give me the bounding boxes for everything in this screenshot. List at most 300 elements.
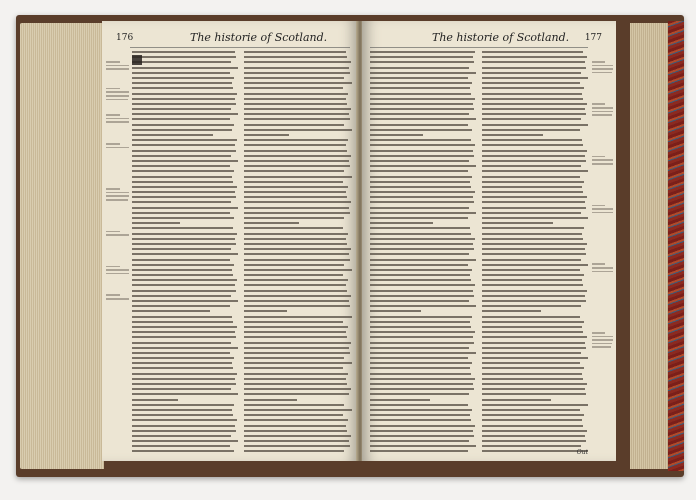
text-line [370, 150, 473, 152]
text-line [370, 409, 472, 411]
text-line [482, 357, 588, 359]
marbled-edge [668, 21, 684, 471]
text-line [370, 56, 473, 58]
text-line [482, 212, 581, 214]
text-line [132, 186, 237, 188]
text-line [482, 295, 585, 297]
text-line [482, 87, 584, 89]
text-line [244, 269, 352, 271]
text-line [244, 222, 299, 224]
margin-note [106, 88, 130, 100]
text-line [482, 155, 585, 157]
text-line [244, 450, 344, 452]
text-line [244, 93, 348, 95]
text-line [132, 113, 238, 115]
text-line [482, 305, 581, 307]
text-line [482, 82, 580, 84]
left-running-head: The historie of Scotland. [190, 31, 328, 44]
text-line [370, 129, 472, 131]
text-line [482, 191, 583, 193]
text-line [482, 300, 586, 302]
text-line [244, 139, 348, 141]
text-line [482, 269, 580, 271]
text-line [370, 357, 468, 359]
text-line [132, 108, 231, 110]
catchword: Out [576, 449, 588, 456]
text-line [482, 279, 582, 281]
text-line [370, 124, 468, 126]
right-margin-notes [592, 61, 614, 358]
text-line [244, 212, 350, 214]
margin-note [106, 114, 130, 123]
text-line [244, 409, 352, 411]
text-line [132, 367, 233, 369]
margin-note [592, 156, 614, 165]
text-line [244, 445, 350, 447]
margin-note [592, 205, 614, 214]
text-line [132, 253, 238, 255]
text-line [244, 300, 349, 302]
text-line [132, 393, 238, 395]
text-line [132, 362, 232, 364]
text-line [244, 290, 347, 292]
text-line [132, 300, 238, 302]
text-line [482, 72, 581, 74]
text-line [482, 201, 585, 203]
text-line [370, 316, 472, 318]
text-line [482, 253, 586, 255]
text-line [482, 222, 553, 224]
text-line [482, 259, 581, 261]
text-line [132, 82, 232, 84]
text-line [370, 367, 470, 369]
text-line [482, 362, 580, 364]
text-line [244, 77, 344, 79]
text-line [482, 445, 581, 447]
text-line [370, 399, 430, 401]
text-line [370, 165, 476, 167]
left-page [102, 21, 358, 461]
text-line [244, 295, 351, 297]
text-line [370, 77, 468, 79]
text-line [132, 134, 213, 136]
text-line [370, 222, 433, 224]
text-line [370, 155, 474, 157]
text-line [370, 279, 471, 281]
text-line [482, 165, 581, 167]
text-line [370, 87, 470, 89]
text-line [482, 170, 588, 172]
text-line [132, 160, 238, 162]
text-line [370, 290, 473, 292]
text-line [370, 305, 476, 307]
text-line [132, 129, 232, 131]
text-line [482, 347, 586, 349]
margin-note [106, 294, 130, 299]
text-line [482, 342, 585, 344]
text-line [244, 425, 346, 427]
text-line [244, 186, 348, 188]
text-line [132, 331, 235, 333]
text-line [132, 248, 231, 250]
text-line [132, 290, 236, 292]
text-line [482, 290, 587, 292]
text-line [370, 201, 474, 203]
text-line [370, 347, 469, 349]
text-line [132, 284, 235, 286]
text-line [370, 430, 473, 432]
text-line [482, 243, 587, 245]
right-running-head: The historie of Scotland. [432, 31, 570, 44]
text-line [482, 124, 588, 126]
text-line [132, 191, 235, 193]
text-line [370, 435, 474, 437]
text-line [132, 222, 180, 224]
left-column-1 [132, 51, 238, 456]
text-line [244, 284, 346, 286]
text-line [244, 98, 346, 100]
text-line [482, 150, 587, 152]
text-line [244, 134, 289, 136]
text-line [482, 419, 582, 421]
text-line [244, 367, 343, 369]
margin-note [592, 61, 614, 73]
text-line [244, 331, 346, 333]
text-line [244, 274, 343, 276]
text-line [132, 445, 230, 447]
text-line [132, 388, 231, 390]
text-line [244, 404, 344, 406]
text-line [370, 352, 476, 354]
text-line [132, 176, 232, 178]
text-line [482, 139, 582, 141]
text-line [370, 170, 468, 172]
text-line [244, 67, 349, 69]
text-line [370, 248, 474, 250]
text-line [370, 72, 476, 74]
text-line [244, 108, 351, 110]
text-line [132, 425, 235, 427]
text-line [370, 331, 475, 333]
right-head-rule [370, 47, 588, 48]
text-line [132, 51, 235, 53]
text-line [244, 233, 348, 235]
text-line [370, 113, 469, 115]
text-line [482, 176, 580, 178]
text-line [482, 414, 584, 416]
text-line [132, 155, 231, 157]
text-line [244, 61, 351, 63]
text-line [132, 414, 233, 416]
text-line [132, 378, 235, 380]
text-line [370, 362, 472, 364]
text-line [132, 357, 234, 359]
text-line [482, 186, 582, 188]
text-line [132, 305, 230, 307]
decorated-initial [132, 55, 142, 65]
text-line [244, 279, 348, 281]
text-line [482, 326, 582, 328]
text-line [132, 440, 238, 442]
text-line [482, 430, 587, 432]
text-line [370, 388, 474, 390]
text-line [370, 450, 468, 452]
text-line [370, 176, 472, 178]
text-line [244, 253, 349, 255]
text-line [244, 165, 350, 167]
text-line [244, 118, 350, 120]
text-line [482, 450, 588, 452]
text-line [482, 388, 585, 390]
text-line [244, 362, 352, 364]
text-line [370, 393, 469, 395]
text-line [244, 217, 344, 219]
text-line [370, 378, 475, 380]
margin-note [106, 266, 130, 275]
right-column-1 [370, 51, 476, 456]
text-line [482, 248, 585, 250]
text-line [132, 56, 236, 58]
text-line [132, 103, 236, 105]
text-line [132, 274, 233, 276]
text-line [132, 87, 233, 89]
text-line [482, 56, 587, 58]
text-line [244, 238, 346, 240]
text-line [132, 196, 236, 198]
text-line [244, 419, 348, 421]
text-line [370, 238, 475, 240]
text-line [370, 61, 474, 63]
text-line [132, 201, 231, 203]
text-line [244, 155, 351, 157]
text-line [132, 269, 232, 271]
text-line [482, 113, 586, 115]
text-line [132, 212, 230, 214]
text-line [244, 124, 344, 126]
text-line [370, 284, 475, 286]
text-line [370, 269, 472, 271]
text-line [482, 409, 580, 411]
text-line [244, 160, 349, 162]
text-line [132, 279, 237, 281]
text-line [482, 207, 586, 209]
text-line [370, 274, 470, 276]
text-line [482, 336, 587, 338]
text-line [244, 264, 344, 266]
text-line [132, 98, 235, 100]
text-line [132, 259, 230, 261]
text-line [132, 373, 237, 375]
text-line [482, 108, 585, 110]
text-line [132, 264, 234, 266]
text-line [370, 373, 471, 375]
text-line [370, 207, 469, 209]
text-line [482, 118, 581, 120]
text-line [370, 336, 473, 338]
text-line [482, 440, 586, 442]
text-line [482, 310, 541, 312]
text-line [244, 310, 287, 312]
text-line [132, 326, 237, 328]
text-line [370, 181, 470, 183]
text-line [370, 103, 473, 105]
text-line [132, 207, 238, 209]
text-line [244, 388, 351, 390]
text-line [132, 352, 230, 354]
text-line [482, 399, 551, 401]
text-line [244, 305, 350, 307]
text-line [132, 139, 237, 141]
text-line [370, 118, 476, 120]
text-line [244, 336, 347, 338]
text-line [482, 196, 587, 198]
text-line [244, 196, 347, 198]
text-line [244, 342, 351, 344]
text-line [482, 264, 588, 266]
text-line [482, 393, 586, 395]
text-line [132, 243, 236, 245]
text-line [244, 347, 349, 349]
text-line [132, 118, 230, 120]
text-line [370, 383, 473, 385]
text-line [370, 191, 475, 193]
text-line [132, 170, 234, 172]
text-line [482, 274, 584, 276]
text-line [482, 367, 584, 369]
text-line [132, 217, 234, 219]
text-line [482, 238, 583, 240]
text-line [482, 134, 543, 136]
text-line [244, 113, 349, 115]
text-line [482, 352, 581, 354]
text-line [244, 56, 347, 58]
text-line [244, 82, 352, 84]
text-line [482, 227, 584, 229]
text-line [370, 310, 421, 312]
text-line [244, 129, 352, 131]
text-line [132, 310, 210, 312]
text-line [482, 103, 587, 105]
text-line [482, 378, 583, 380]
text-line [132, 336, 236, 338]
text-line [244, 150, 347, 152]
text-line [370, 264, 468, 266]
text-line [482, 67, 586, 69]
margin-note [592, 103, 614, 115]
text-line [132, 409, 232, 411]
text-line [244, 357, 344, 359]
text-line [370, 160, 469, 162]
text-line [482, 435, 585, 437]
text-line [132, 347, 238, 349]
text-line [244, 383, 347, 385]
text-line [370, 67, 469, 69]
left-page-edges [20, 23, 104, 469]
text-line [370, 196, 473, 198]
text-line [370, 51, 475, 53]
text-line [132, 77, 234, 79]
text-line [244, 170, 344, 172]
text-line [244, 352, 350, 354]
text-line [370, 233, 471, 235]
text-line [132, 72, 230, 74]
text-line [370, 93, 471, 95]
text-line [482, 181, 584, 183]
text-line [370, 321, 470, 323]
left-margin-notes [106, 61, 130, 314]
text-line [482, 61, 585, 63]
text-line [132, 435, 231, 437]
margin-note [106, 231, 130, 236]
text-line [132, 144, 235, 146]
text-line [244, 144, 346, 146]
text-line [244, 248, 351, 250]
text-line [132, 67, 238, 69]
text-line [482, 404, 588, 406]
text-line [132, 227, 233, 229]
text-line [482, 93, 582, 95]
text-line [370, 186, 471, 188]
text-line [132, 124, 234, 126]
text-line [244, 207, 349, 209]
text-line [244, 191, 346, 193]
text-line [244, 87, 343, 89]
text-line [132, 404, 234, 406]
text-line [482, 321, 584, 323]
text-line [244, 430, 347, 432]
text-line [244, 393, 349, 395]
left-page-number: 176 [116, 33, 134, 43]
text-line [370, 108, 474, 110]
text-line [244, 227, 343, 229]
text-line [482, 98, 583, 100]
text-line [482, 129, 580, 131]
margin-note [106, 143, 130, 148]
text-line [244, 181, 343, 183]
text-line [482, 160, 586, 162]
text-line [132, 238, 235, 240]
text-line [482, 316, 580, 318]
text-line [132, 61, 231, 63]
text-line [370, 342, 474, 344]
text-line [132, 419, 237, 421]
text-line [482, 217, 588, 219]
text-line [132, 165, 230, 167]
text-line [132, 233, 237, 235]
margin-note [592, 332, 614, 348]
text-line [244, 103, 347, 105]
text-line [482, 144, 583, 146]
text-line [482, 373, 582, 375]
text-line [244, 435, 351, 437]
text-line [244, 414, 343, 416]
text-line [132, 181, 233, 183]
text-line [370, 404, 468, 406]
text-line [244, 201, 351, 203]
open-book [16, 15, 684, 477]
text-line [482, 284, 583, 286]
text-line [370, 227, 470, 229]
text-line [244, 326, 348, 328]
text-line [482, 77, 588, 79]
text-line [482, 383, 587, 385]
text-line [370, 259, 476, 261]
text-line [370, 295, 474, 297]
text-line [244, 316, 352, 318]
text-line [370, 139, 471, 141]
text-line [482, 233, 582, 235]
text-line [244, 51, 346, 53]
